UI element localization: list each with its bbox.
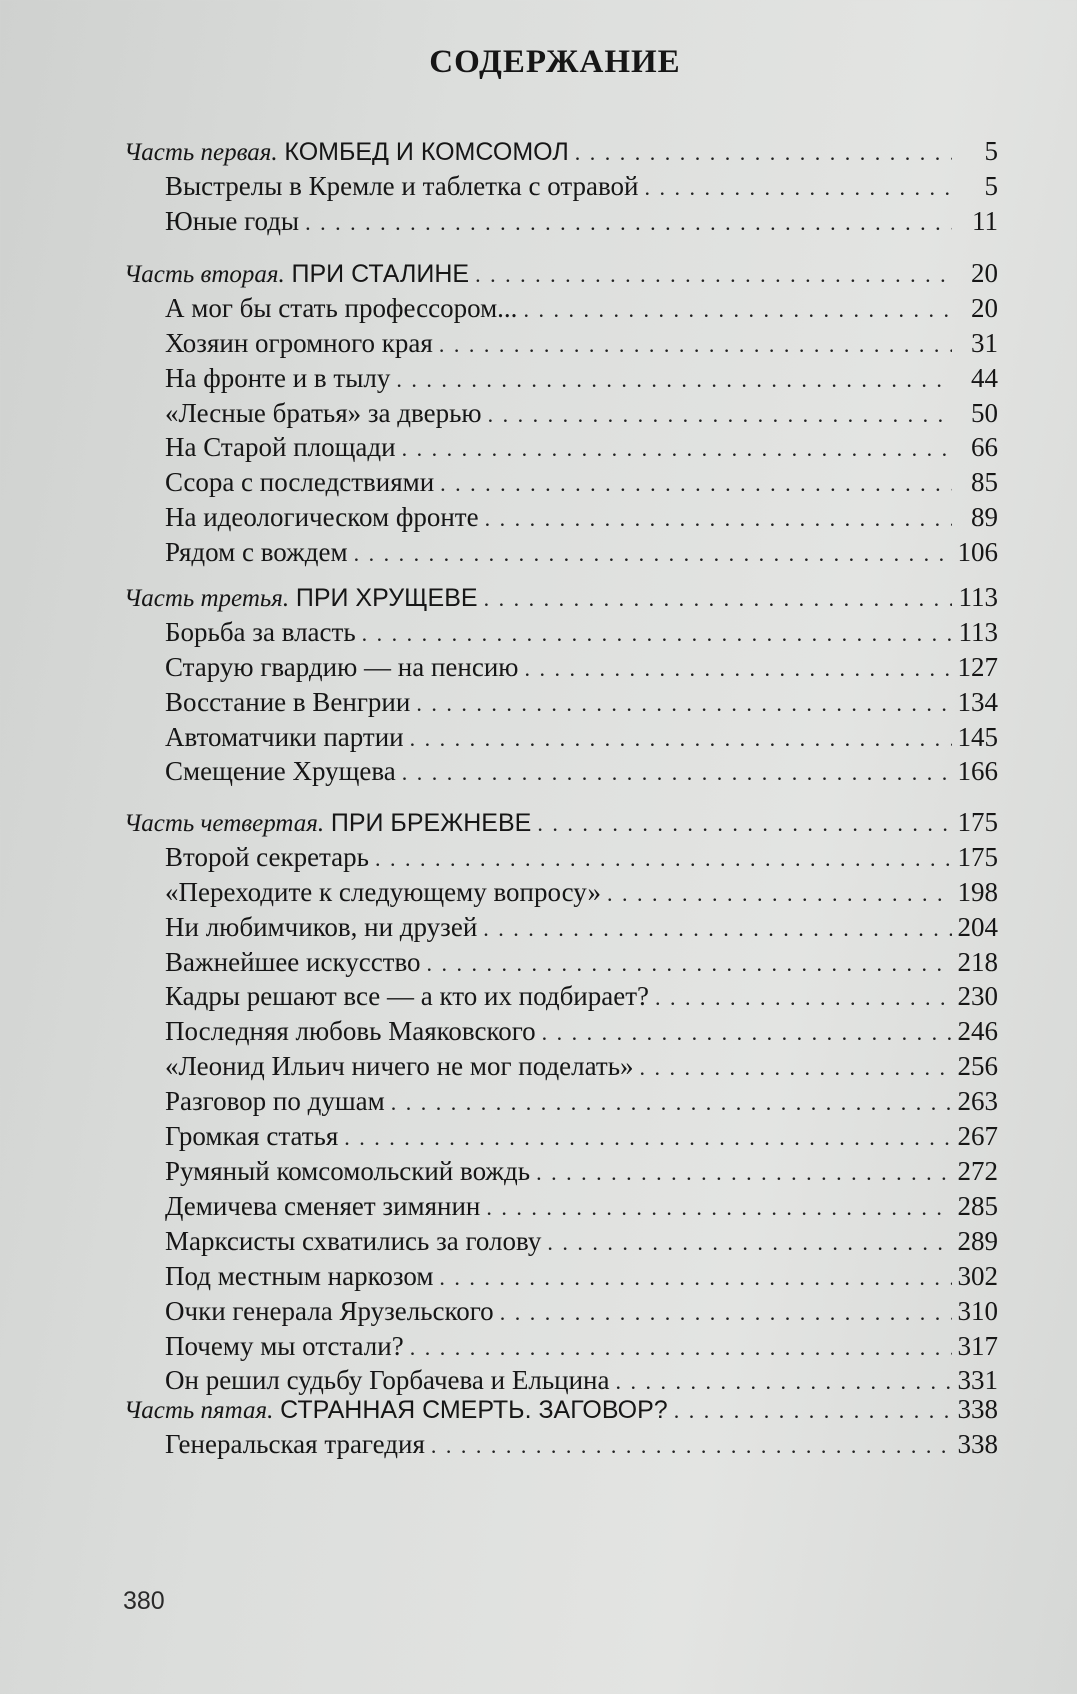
- dot-leader: [542, 1016, 952, 1050]
- toc-chapter-row: [165, 840, 998, 876]
- dot-leader: [674, 1394, 952, 1428]
- toc-chapter-row: [165, 685, 998, 721]
- chapter-title: «Переходите к следующему вопросу»: [165, 877, 601, 907]
- toc-chapter-row: [165, 910, 998, 946]
- toc-chapter-row: [165, 1329, 998, 1365]
- chapter-title: На Старой площади: [165, 432, 396, 462]
- toc-chapter-row: [165, 1189, 998, 1225]
- chapter-title: Юные годы: [165, 206, 300, 236]
- part-label: [124, 1392, 668, 1428]
- dot-leader: [644, 171, 952, 205]
- dot-leader: [655, 981, 951, 1015]
- dot-leader: [416, 687, 951, 721]
- chapter-title: Почему мы отстали?: [165, 1331, 404, 1361]
- toc-part-row: [124, 805, 998, 841]
- dot-leader: [440, 467, 952, 501]
- part-title: КОМБЕД И КОМСОМОЛ: [284, 138, 569, 166]
- chapter-page: 272: [957, 1156, 998, 1186]
- chapter-title: Ни любимчиков, ни друзей: [165, 912, 478, 942]
- chapter-page: 127: [957, 652, 998, 682]
- part-kind: Часть вторая.: [124, 261, 285, 288]
- toc-chapter-row: [165, 720, 998, 756]
- chapter-title: Марксисты схватились за голову: [165, 1226, 542, 1256]
- toc-part-row: [124, 580, 998, 616]
- dot-leader: [485, 502, 952, 536]
- chapter-title: Хозяин огромного края: [165, 328, 433, 358]
- part-label: [124, 256, 469, 292]
- chapter-title: Рядом с вождем: [165, 537, 348, 567]
- chapter-page: 267: [957, 1121, 998, 1151]
- chapter-title: На идеологическом фронте: [165, 502, 479, 532]
- part-title: СТРАННАЯ СМЕРТЬ. ЗАГОВОР?: [280, 1396, 668, 1424]
- page-number: 380: [123, 1587, 165, 1615]
- part-label: [124, 580, 478, 616]
- chapter-page: 175: [957, 842, 998, 872]
- dot-leader: [391, 1086, 952, 1120]
- chapter-page: 256: [957, 1051, 998, 1081]
- toc-chapter-row: [165, 326, 998, 362]
- chapter-page: 20: [971, 293, 998, 323]
- dot-leader: [500, 1296, 952, 1330]
- dot-leader: [483, 912, 951, 946]
- chapter-title: Громкая статья: [165, 1121, 339, 1151]
- chapter-page: 263: [957, 1086, 998, 1116]
- dot-leader: [537, 807, 951, 841]
- chapter-page: 198: [957, 877, 998, 907]
- chapter-page: 113: [958, 617, 998, 647]
- toc-chapter-row: [165, 650, 998, 686]
- toc-part-row: [124, 1392, 998, 1428]
- dot-leader: [362, 617, 952, 651]
- dot-leader: [439, 1261, 951, 1295]
- chapter-title: Автоматчики партии: [165, 722, 404, 752]
- toc-chapter-row: [165, 615, 998, 651]
- part-label: [124, 134, 569, 170]
- dot-leader: [640, 1051, 952, 1085]
- chapter-page: 204: [957, 912, 998, 942]
- dot-leader: [547, 1226, 951, 1260]
- toc-chapter-row: [165, 1224, 998, 1260]
- chapter-page: 66: [971, 432, 998, 462]
- chapter-title: Борьба за власть: [165, 617, 356, 647]
- chapter-page: 317: [957, 1331, 998, 1361]
- toc-chapter-row: [165, 361, 998, 397]
- dot-leader: [484, 582, 952, 616]
- chapter-title: Румяный комсомольский вождь: [165, 1156, 531, 1186]
- chapter-page: 230: [957, 981, 998, 1011]
- part-page: 338: [957, 1394, 998, 1424]
- chapter-page: 289: [957, 1226, 998, 1256]
- dot-leader: [488, 398, 952, 432]
- dot-leader: [375, 842, 952, 876]
- dot-leader: [305, 206, 952, 240]
- dot-leader: [354, 537, 952, 571]
- toc-chapter-row: [165, 535, 998, 571]
- dot-leader: [575, 136, 952, 170]
- chapter-page: 218: [957, 947, 998, 977]
- dot-leader: [344, 1121, 951, 1155]
- chapter-title: А мог бы стать профессором...: [165, 293, 518, 323]
- chapter-page: 302: [957, 1261, 998, 1291]
- toc-chapter-row: [165, 979, 998, 1015]
- part-page: 175: [957, 807, 998, 837]
- toc-chapter-row: [165, 500, 998, 536]
- toc-chapter-row: [165, 430, 998, 466]
- part-title: ПРИ ХРУЩЕВЕ: [295, 584, 478, 612]
- chapter-title: Ссора с последствиями: [165, 467, 435, 497]
- dot-leader: [475, 258, 952, 292]
- part-title: ПРИ СТАЛИНЕ: [291, 260, 470, 288]
- chapter-page: 134: [957, 687, 998, 717]
- chapter-page: 310: [957, 1296, 998, 1326]
- chapter-page: 246: [957, 1016, 998, 1046]
- chapter-title: Важнейшее искусство: [165, 947, 421, 977]
- chapter-page: 44: [971, 363, 998, 393]
- part-label: [124, 805, 531, 841]
- toc-chapter-row: [165, 396, 998, 432]
- chapter-title: Генеральская трагедия: [165, 1429, 425, 1459]
- chapter-title: Он решил судьбу Горбачева и Ельцина: [165, 1365, 610, 1395]
- toc-part-row: [124, 134, 998, 170]
- chapter-title: «Лесные братья» за дверью: [165, 398, 482, 428]
- toc-chapter-row: [165, 1014, 998, 1050]
- part-title: ПРИ БРЕЖНЕВЕ: [330, 809, 532, 837]
- chapter-page: 50: [971, 398, 998, 428]
- chapter-page: 166: [957, 756, 998, 786]
- dot-leader: [396, 363, 952, 397]
- part-page: 20: [971, 258, 998, 288]
- toc-chapter-row: [165, 1154, 998, 1190]
- dot-leader: [431, 1429, 952, 1463]
- chapter-title: Выстрелы в Кремле и таблетка с отравой: [165, 171, 639, 201]
- toc-chapter-row: [165, 1427, 998, 1463]
- chapter-page: 89: [971, 502, 998, 532]
- chapter-page: 331: [957, 1365, 998, 1395]
- part-kind: Часть третья.: [124, 585, 290, 612]
- dot-leader: [536, 1156, 951, 1190]
- chapter-page: 145: [957, 722, 998, 752]
- chapter-title: Кадры решают все — а кто их подбирает?: [165, 981, 650, 1011]
- chapter-title: На фронте и в тылу: [165, 363, 391, 393]
- page-title: СОДЕРЖАНИЕ: [429, 44, 681, 80]
- dot-leader: [486, 1191, 951, 1225]
- chapter-page: 31: [971, 328, 998, 358]
- chapter-title: «Леонид Ильич ничего не мог поделать»: [165, 1051, 634, 1081]
- toc-chapter-row: [165, 1119, 998, 1155]
- chapter-page: 5: [984, 171, 998, 201]
- toc-chapter-row: [165, 1049, 998, 1085]
- chapter-title: Разговор по душам: [165, 1086, 385, 1116]
- chapter-title: Очки генерала Ярузельского: [165, 1296, 494, 1326]
- dot-leader: [410, 1331, 952, 1365]
- dot-leader: [427, 947, 952, 981]
- toc-chapter-row: [165, 875, 998, 911]
- toc-chapter-row: [165, 1294, 998, 1330]
- chapter-title: Смещение Хрущева: [165, 756, 396, 786]
- dot-leader: [410, 722, 952, 756]
- chapter-page: 106: [957, 537, 998, 567]
- chapter-title: Старую гвардию — на пенсию: [165, 652, 519, 682]
- part-kind: Часть пятая.: [124, 1397, 274, 1424]
- chapter-title: Под местным наркозом: [165, 1261, 434, 1291]
- chapter-title: Демичева сменяет зимянин: [165, 1191, 481, 1221]
- dot-leader: [402, 756, 952, 790]
- toc-chapter-row: [165, 169, 998, 205]
- dot-leader: [402, 432, 952, 466]
- toc-chapter-row: [165, 204, 998, 240]
- part-page: 113: [958, 582, 998, 612]
- toc-chapter-row: [165, 754, 998, 790]
- chapter-page: 338: [957, 1429, 998, 1459]
- chapter-page: 285: [957, 1191, 998, 1221]
- dot-leader: [523, 293, 952, 327]
- toc-part-row: [124, 256, 998, 292]
- chapter-page: 11: [972, 206, 998, 236]
- toc-chapter-row: [165, 291, 998, 327]
- dot-leader: [439, 328, 952, 362]
- dot-leader: [524, 652, 951, 686]
- chapter-title: Последняя любовь Маяковского: [165, 1016, 536, 1046]
- toc-chapter-row: [165, 1259, 998, 1295]
- part-kind: Часть первая.: [124, 139, 278, 166]
- toc-chapter-row: [165, 465, 998, 501]
- chapter-title: Восстание в Венгрии: [165, 687, 411, 717]
- toc-chapter-row: [165, 1084, 998, 1120]
- chapter-title: Второй секретарь: [165, 842, 369, 872]
- dot-leader: [607, 877, 952, 911]
- toc-chapter-row: [165, 945, 998, 981]
- part-kind: Часть четвертая.: [124, 810, 325, 837]
- part-page: 5: [984, 136, 998, 166]
- chapter-page: 85: [971, 467, 998, 497]
